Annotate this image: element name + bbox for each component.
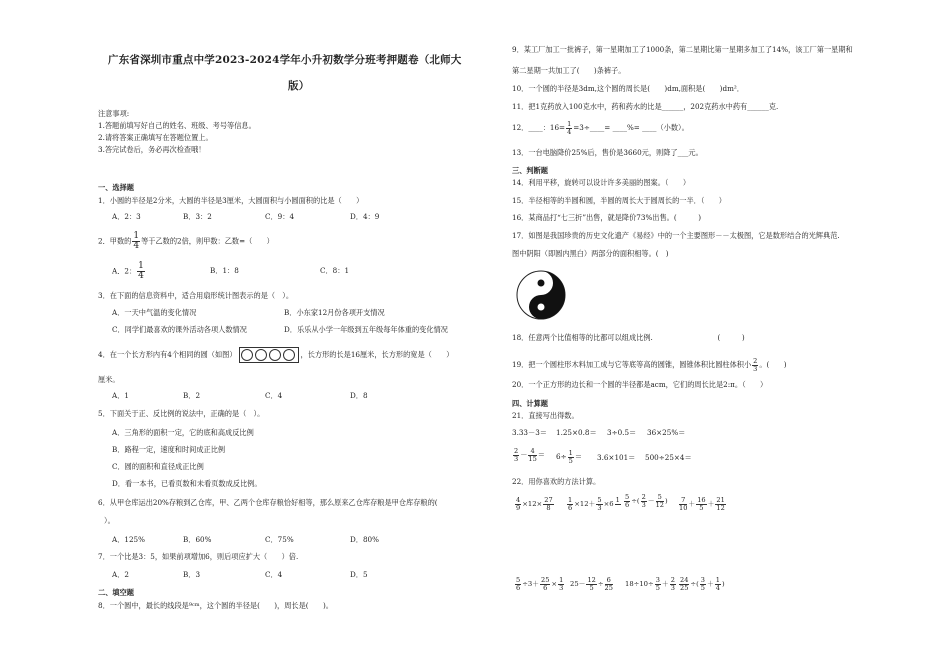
q7-option-c[interactable]: C．4	[265, 570, 283, 579]
q5-stem: 5．下面关于正、反比例的说法中，正确的是（ ）。	[98, 409, 265, 418]
exam-title-line2: 版）	[288, 80, 310, 92]
q22-expr-1: $\frac{4}{9}$ ×12× $\frac{27}{8}$	[516, 496, 553, 512]
q5-option-d[interactable]: D．看一本书，已看页数和未看页数成反比例。	[112, 479, 262, 488]
q2-stem: 2．甲数的 $\frac{1}{4}$ 等于乙数的2倍，则甲数：乙数=（ ）	[98, 231, 274, 251]
q16-stem: 16．某商品打“七三折”出售，就是降价73%出售。( )	[512, 213, 702, 222]
q21-item: 3÷0.5＝	[607, 428, 637, 437]
q21-stem: 21．直接写出得数。	[512, 411, 579, 420]
q3-option-d[interactable]: D．乐乐从小学一年级到五年级每年体重的变化情况	[284, 325, 448, 334]
q17-line1: 17．如图是我国珍贵的历史文化遗产《易经》中的一个主要图形－－太极图，它是数形结合的光辉典范.	[512, 231, 840, 240]
q6-option-a[interactable]: A．125%	[112, 535, 145, 544]
four-circles-figure	[239, 347, 299, 363]
q5-option-c[interactable]: C．圆的面积和直径成正比例	[112, 462, 204, 471]
q5-option-b[interactable]: B．路程一定，速度和时间成正比例	[112, 445, 226, 454]
q21-item: $\frac{2}{3}$ － $\frac{4}{15}$ ＝	[514, 447, 545, 463]
q3-option-a[interactable]: A．一天中气温的变化情况	[112, 308, 197, 317]
q10-stem: 10．一个圆的半径是3dm,这个圆的周长是( )dm,面积是( )dm²．	[512, 84, 744, 93]
q12-stem: 12．____：16= $\frac{1}{4}$ =3÷____= ____%= ____（小数）。	[512, 120, 689, 136]
section-fill: 二、填空题	[98, 588, 134, 597]
q6-continuation: ）。	[104, 516, 115, 525]
q3-option-c[interactable]: C．同学们最喜欢的课外活动各项人数情况	[112, 325, 247, 334]
q1-option-d[interactable]: D．4：9	[350, 212, 380, 221]
q21-item: 36×25%＝	[647, 428, 686, 437]
q2-option-b[interactable]: B．1：8	[210, 266, 239, 275]
q11-stem: 11．把1克药放入100克水中，药和药水的比是______，202克药水中药有______克.	[512, 102, 779, 111]
q22-expr-2: $\frac{1}{6}$ ×12＋ $\frac{5}{3}$ ×6 1	[568, 496, 620, 512]
q8-stem: 8．一个圆中，最长的线段是$^{9cm}$，这个圆的半径是( )，周长是( )。	[98, 601, 333, 610]
q3-stem: 3．在下面的信息资料中，适合用扇形统计图表示的是（ ）。	[98, 291, 294, 300]
q22-stem: 22．用你喜欢的方法计算。	[512, 477, 601, 486]
note-item: 2.请将答案正确填写在答题位置上。	[98, 133, 213, 142]
q22-expr-8: $\frac{24}{25}$ ÷( $\frac{3}{5}$ ＋ $\frac{1}{4}$ )	[680, 576, 725, 592]
section-judge: 三、判断题	[512, 166, 548, 175]
taiji-figure	[516, 270, 566, 320]
q9-line2: 第二星期一共加工了( )条裤子。	[512, 66, 626, 75]
q1-option-b[interactable]: B．3：2	[183, 212, 212, 221]
q21-item: 500÷25×4＝	[645, 453, 692, 462]
note-item: 1.答题前填写好自己的姓名、班级、考号等信息。	[98, 121, 256, 130]
q6-option-b[interactable]: B．60%	[183, 535, 212, 544]
q4-stem: 4．在一个长方形内有4个相同的圆（如图） ，长方形的长是16厘米，长方形的宽是（ ）	[98, 347, 453, 363]
q2-fraction: $\frac{1}{4}$	[133, 231, 140, 251]
q4-option-a[interactable]: A．1	[112, 391, 129, 400]
q7-option-a[interactable]: A．2	[112, 570, 129, 579]
q1-option-c[interactable]: C．9：4	[265, 212, 295, 221]
q3-option-b[interactable]: B．小东家12月份各项开支情况	[284, 308, 385, 317]
q22-expr-5: $\frac{5}{6}$ ÷3＋ $\frac{25}{6}$ × $\frac{1}{3}$	[516, 576, 564, 592]
q7-option-d[interactable]: D．5	[350, 570, 368, 579]
q5-option-a[interactable]: A．三角形的面积一定，它的底和高成反比例	[112, 428, 254, 437]
q22-expr-3: $\frac{5}{6}$ ÷( $\frac{2}{3}$ － $\frac{5}{12}$ )	[625, 493, 668, 509]
q9-line1: 9．某工厂加工一批裤子，第一星期加工了1000条，第二星期比第一星期多加工了14%，该工厂第一星期和	[512, 45, 853, 54]
q1-stem: 1．小圆的半径是2分米，大圆的半径是3厘米，大圆面积与小圆面积的比是（ ）	[98, 196, 364, 205]
q4-option-b[interactable]: B．2	[183, 391, 201, 400]
q21-item: 3.33－3＝	[512, 428, 547, 437]
q19-stem: 19．把一个圆柱形木料加工成与它等底等高的圆锥，圆锥体积比圆柱体积小 $\frac{2}{3}$ 。( )	[512, 357, 787, 373]
q2-option-a[interactable]: A．2： $\frac{1}{4}$	[112, 261, 144, 281]
q6-option-d[interactable]: D．80%	[350, 535, 379, 544]
q6-option-c[interactable]: C．75%	[265, 535, 294, 544]
q4-option-d[interactable]: D．8	[350, 391, 368, 400]
q20-stem: 20．一个正方形的边长和一个圆的半径都是acm，它们的周长比是2:π。（ ）	[512, 380, 768, 389]
q21-item: 1.25×0.8＝	[556, 428, 597, 437]
note-item: 3.答完试卷后，务必再次检查哦！	[98, 145, 206, 154]
q14-stem: 14．利用平移，旋转可以设计许多美丽的图案。（ ）	[512, 178, 691, 187]
q1-option-a[interactable]: A．2：3	[112, 212, 141, 221]
q22-expr-7: 18÷10÷ $\frac{3}{5}$ ＋ $\frac{2}{3}$	[625, 576, 675, 592]
q7-stem: 7．一个比是3：5，如果前项增加6，则后项应扩大（ ）倍.	[98, 552, 299, 561]
q15-stem: 15．半径相等的半圆和圆，半圆的周长大于圆周长的一半．（ ）	[512, 196, 726, 205]
q17-line2: 图中阴阳（即圆内黑白）两部分的面积相等。( )	[512, 249, 669, 258]
q2-option-c[interactable]: C．8：1	[320, 266, 350, 275]
q18-stem: 18．任意两个比值相等的比都可以组成比例. ( )	[512, 333, 745, 342]
q13-stem: 13．一台电脑降价25%后，售价是3660元，则降了___元。	[512, 148, 703, 157]
q6-stem: 6．从甲仓库运出20%存粮到乙仓库，甲、乙两个仓库存粮恰好相等，那么原来乙仓库存粮是甲仓库存粮的(	[98, 498, 438, 507]
q22-expr-4: $\frac{7}{10}$ ＋ $\frac{16}{5}$ ＋ $\frac{21}{12}$	[679, 496, 725, 512]
q21-item: 6÷ $\frac{1}{5}$ ＝	[556, 449, 583, 465]
section-choice: 一、选择题	[98, 183, 134, 192]
q4-option-c[interactable]: C．4	[265, 391, 283, 400]
q4-continuation: 厘米。	[98, 375, 120, 384]
q7-option-b[interactable]: B．3	[183, 570, 201, 579]
q21-item: 3.6×101＝	[597, 453, 636, 462]
exam-title-line1: 广东省深圳市重点中学2023-2024学年小升初数学分班考押题卷（北师大	[108, 54, 462, 66]
notes-heading: 注意事项:	[98, 109, 130, 118]
q22-expr-6: 25－ $\frac{12}{5}$ ÷ $\frac{6}{25}$	[570, 576, 613, 592]
section-calc: 四、计算题	[512, 399, 548, 408]
